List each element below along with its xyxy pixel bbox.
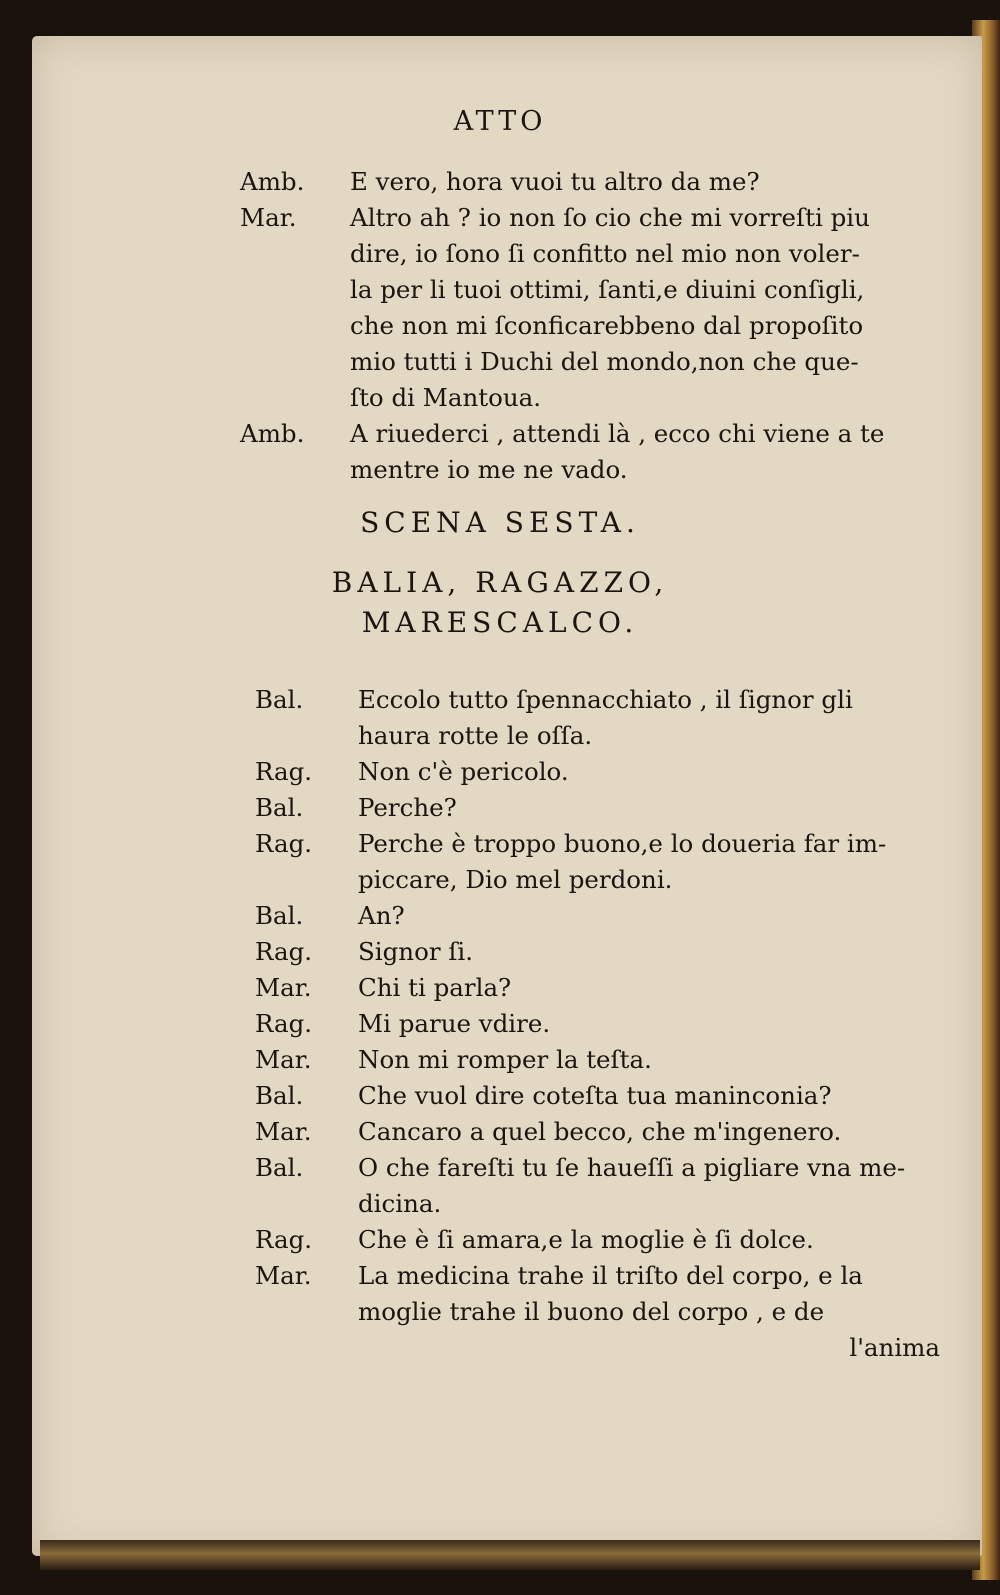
line-text: La medicina trahe il triſto del corpo, e la [358,1261,863,1290]
line-text: A riuederci , attendi là , ecco chi viene a te [350,419,885,448]
scene-cast-line: BALIA, RAGAZZO, [331,566,669,599]
line-text: la per li tuoi ottimi, ſanti,e diuini conſigli, [350,275,865,304]
dialogue-line [240,342,940,382]
dialogue-line [240,680,940,720]
speaker-label: Amb. [240,419,305,448]
dialogue-line [240,1004,940,1044]
dialogue-line [240,752,940,792]
line-text: An? [358,901,405,930]
dialogue-line [240,162,940,202]
speaker-label: Bal. [255,685,304,714]
line-text: mentre io me ne vado. [350,455,628,484]
line-text: Cancaro a quel becco, che m'ingenero. [358,1117,842,1146]
line-text: Altro ah ? io non ſo cio che mi vorreſti piu [350,203,870,232]
dialogue-line [240,932,940,972]
dialogue-line [240,1112,940,1152]
speaker-label: Rag. [255,757,313,786]
dialogue-line [240,968,940,1008]
dialogue-line [240,1184,940,1224]
dialogue-line [240,716,940,756]
speaker-label: Mar. [255,1261,312,1290]
speaker-label: Mar. [240,203,297,232]
line-text: moglie trahe il buono del corpo , e de [358,1297,825,1326]
speaker-label: Amb. [240,167,305,196]
dialogue-line [240,306,940,346]
speaker-label: Mar. [255,973,312,1002]
line-text: O che fareſti tu ſe haueſſi a pigliare vna me- [358,1153,906,1182]
line-text: Che vuol dire coteſta tua maninconia? [358,1081,832,1110]
speaker-label: Mar. [255,1045,312,1074]
dialogue-line [240,378,940,418]
dialogue-line [240,414,940,454]
speaker-label: Bal. [255,1153,304,1182]
dialogue-line [240,1220,940,1260]
line-text: E vero, hora vuoi tu altro da me? [350,167,760,196]
dialogue-line [240,896,940,936]
dialogue-line [240,824,940,864]
dialogue-line [240,1040,940,1080]
dialogue-line [240,1148,940,1188]
running-head: ATTO [453,106,547,137]
book-edge-bottom [40,1540,980,1570]
line-text: Chi ti parla? [358,973,512,1002]
line-text: Mi parue vdire. [358,1009,551,1038]
line-text: piccare, Dio mel perdoni. [358,865,673,894]
line-text: haura rotte le oſſa. [358,721,593,750]
dialogue-line [240,198,940,238]
dialogue-line [240,234,940,274]
dialogue-line [240,1256,940,1296]
speaker-label: Rag. [255,1225,313,1254]
dialogue-line [240,270,940,310]
speaker-label: Bal. [255,793,304,822]
line-text: dire, io ſono ſi confitto nel mio non voler- [350,239,860,268]
dialogue-line [240,788,940,828]
dialogue-line [240,1076,940,1116]
speaker-label: Rag. [255,937,313,966]
line-text: che non mi ſconficarebbeno dal propoſito [350,311,864,340]
dialogue-line [240,1292,940,1332]
line-text: dicina. [358,1189,442,1218]
scene-title: SCENA SESTA. [360,506,640,539]
speaker-label: Bal. [255,901,304,930]
line-text: Perche? [358,793,457,822]
scene-cast-line: MARESCALCO. [361,606,639,639]
line-text: Non c'è pericolo. [358,757,569,786]
speaker-label: Rag. [255,1009,313,1038]
catchword: l'anima [849,1333,940,1362]
line-text: ſto di Mantoua. [350,383,541,412]
speaker-label: Rag. [255,829,313,858]
line-text: Non mi romper la teſta. [358,1045,652,1074]
speaker-label: Mar. [255,1117,312,1146]
speaker-label: Bal. [255,1081,304,1110]
line-text: Eccolo tutto ſpennacchiato , il ſignor gli [358,685,853,714]
dialogue-line [240,450,940,490]
line-text: mio tutti i Duchi del mondo,non che que- [350,347,859,376]
dialogue-line [240,860,940,900]
line-text: Che è ſi amara,e la moglie è ſi dolce. [358,1225,814,1254]
line-text: Perche è troppo buono,e lo doueria far im- [358,829,887,858]
line-text: Signor ſi. [358,937,474,966]
